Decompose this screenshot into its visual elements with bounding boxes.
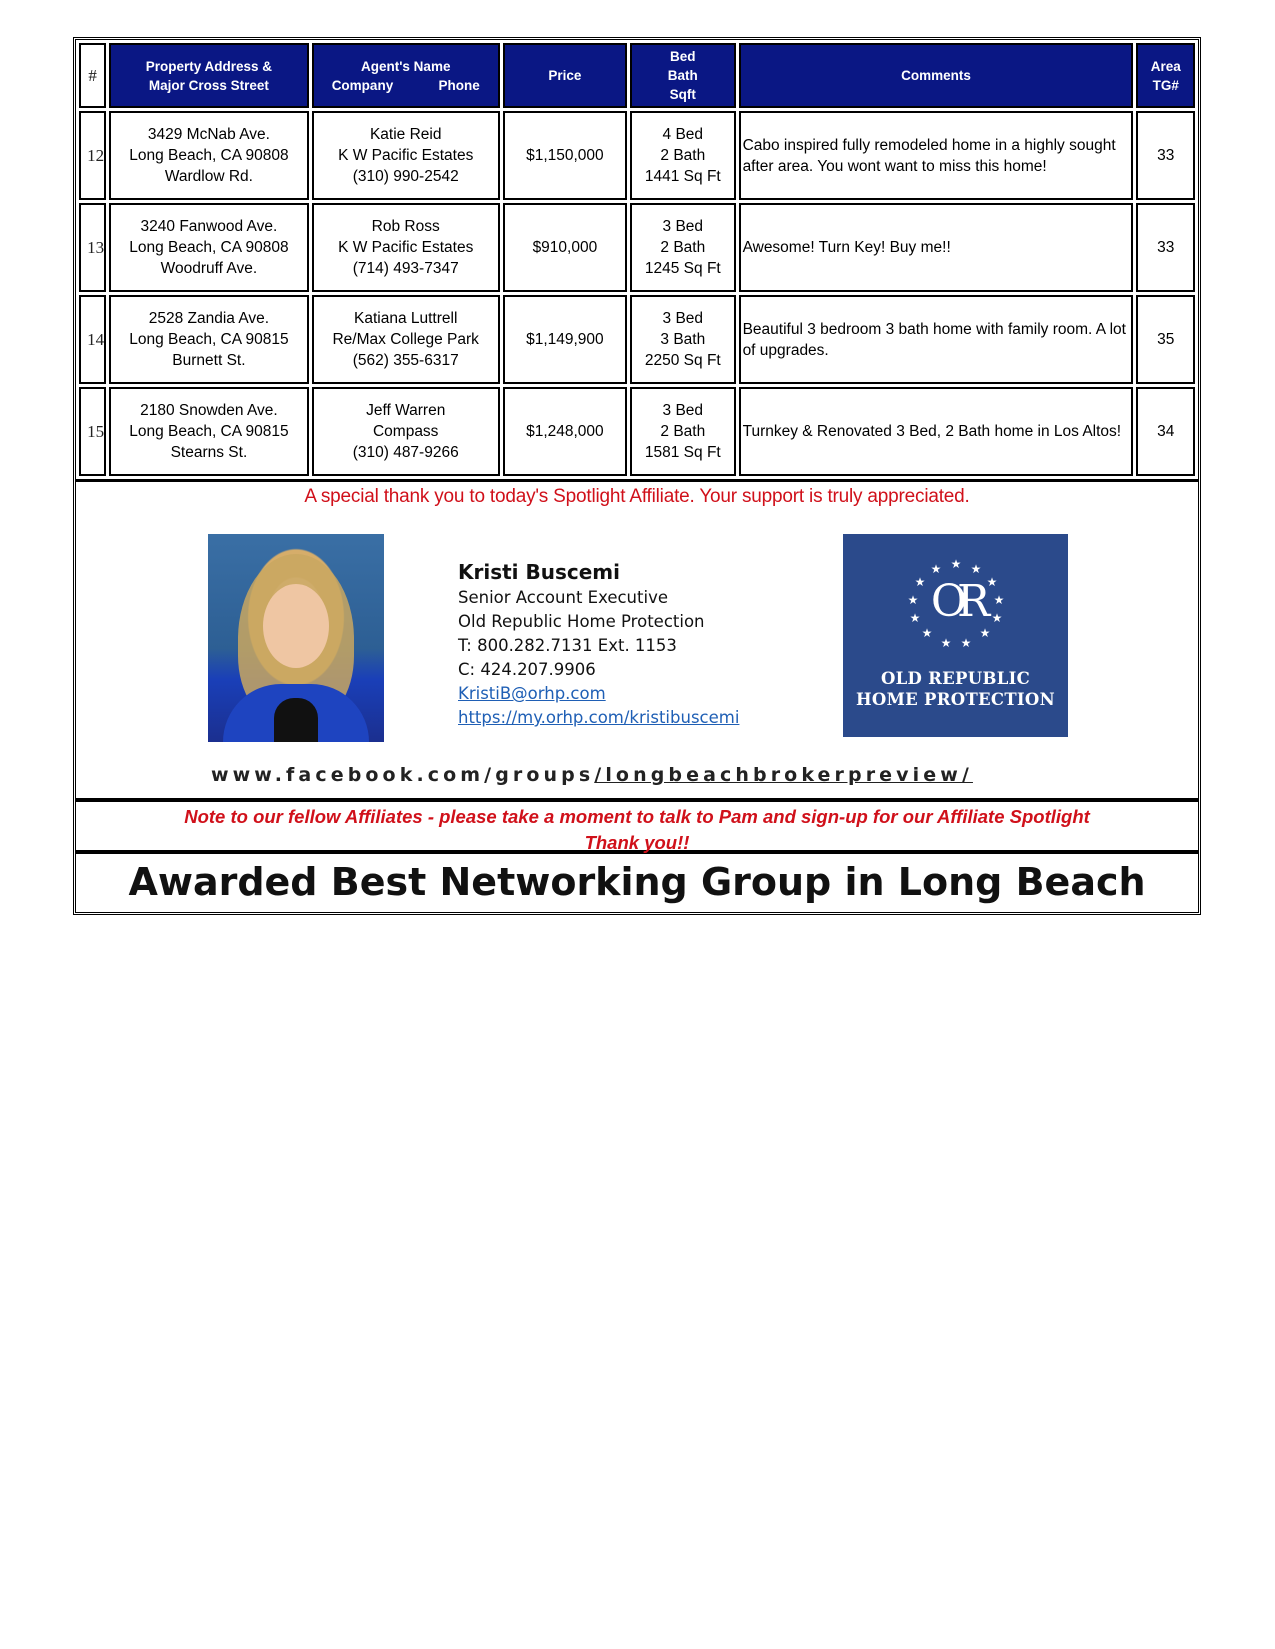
- agent-name: Jeff Warren: [366, 402, 446, 419]
- photo-face: [263, 584, 329, 668]
- city: Long Beach, CA 90808: [129, 239, 289, 256]
- listings-table: [76, 40, 1198, 479]
- cross-street: Woodruff Ave.: [160, 260, 258, 277]
- contact-email-link[interactable]: KristiB@orhp.com: [458, 684, 606, 703]
- header-sqft: Sqft: [669, 87, 696, 102]
- street: 3240 Fanwood Ave.: [140, 218, 278, 235]
- header-agent-phone: Phone: [438, 77, 480, 93]
- affiliate-contact: [458, 558, 739, 730]
- table-row: [79, 203, 1195, 292]
- header-area-line2: TG#: [1152, 77, 1179, 93]
- bed-bath-sqft: [630, 203, 736, 292]
- svg-text:★: ★: [993, 593, 1005, 607]
- header-comments: Comments: [739, 43, 1134, 108]
- award-banner: Awarded Best Networking Group in Long Beach: [76, 850, 1198, 912]
- price: $910,000: [503, 203, 627, 292]
- row-number: 14: [79, 295, 106, 384]
- agent-company: K W Pacific Estates: [338, 147, 474, 164]
- note-line2: Thank you!!: [584, 832, 690, 853]
- cross-street: Burnett St.: [172, 352, 246, 369]
- svg-text:★: ★: [914, 575, 926, 589]
- contact-title: Senior Account Executive: [458, 588, 668, 607]
- row-number: 15: [79, 387, 106, 476]
- cross-street: Wardlow Rd.: [164, 168, 253, 185]
- header-area: [1136, 43, 1195, 108]
- bed-bath-sqft: [630, 387, 736, 476]
- facebook-group-link[interactable]: /longbeachbrokerpreview/: [594, 764, 973, 786]
- agent-name: Rob Ross: [371, 218, 440, 235]
- header-agent: [312, 43, 500, 108]
- bed-bath-sqft: [630, 295, 736, 384]
- flyer-sheet: [73, 37, 1201, 915]
- table-row: [79, 295, 1195, 384]
- beds: 3 Bed: [662, 218, 704, 235]
- street: 2528 Zandia Ave.: [148, 310, 270, 327]
- city: Long Beach, CA 90815: [129, 423, 289, 440]
- agent-name: Katiana Luttrell: [354, 310, 458, 327]
- baths: 2 Bath: [660, 423, 706, 440]
- affiliate-photo: [208, 534, 384, 742]
- table-header-row: [79, 43, 1195, 108]
- contact-website-link[interactable]: https://my.orhp.com/kristibuscemi: [458, 708, 740, 727]
- baths: 2 Bath: [660, 239, 706, 256]
- price: $1,149,900: [503, 295, 627, 384]
- header-price: Price: [503, 43, 627, 108]
- contact-phone-t: T: 800.282.7131 Ext. 1153: [458, 636, 677, 655]
- comments: Awesome! Turn Key! Buy me!!: [739, 203, 1134, 292]
- beds: 3 Bed: [662, 310, 704, 327]
- row-number: 13: [79, 203, 106, 292]
- agent-company: Compass: [372, 423, 439, 440]
- sqft: 1245 Sq Ft: [644, 260, 721, 277]
- svg-text:★: ★: [921, 626, 933, 640]
- contact-company: Old Republic Home Protection: [458, 612, 705, 631]
- property-address: [109, 203, 309, 292]
- city: Long Beach, CA 90808: [129, 147, 289, 164]
- photo-top: [274, 698, 318, 742]
- logo-line1: OLD REPUBLIC: [880, 669, 1031, 688]
- agent-name: Katie Reid: [369, 126, 442, 143]
- agent-phone: (562) 355-6317: [352, 352, 459, 369]
- header-agent-name: Agent's Name: [360, 58, 451, 74]
- bed-bath-sqft: [630, 111, 736, 200]
- street: 2180 Snowden Ave.: [140, 402, 278, 419]
- svg-text:★: ★: [930, 562, 942, 576]
- facebook-prefix: www.facebook.com/groups: [211, 764, 595, 786]
- header-address-line1: Property Address &: [145, 58, 273, 74]
- svg-text:★: ★: [960, 636, 972, 650]
- row-number: 12: [79, 111, 106, 200]
- header-bed-bath-sqft: [630, 43, 736, 108]
- svg-text:★: ★: [986, 575, 998, 589]
- note-line1: Note to our fellow Affiliates - please take a moment to talk to Pam and sign-up for our Affiliate Spotlight: [184, 806, 1090, 827]
- agent-phone: (310) 487-9266: [352, 444, 459, 461]
- cross-street: Stearns St.: [170, 444, 248, 461]
- agent-company: Re/Max College Park: [332, 331, 479, 348]
- logo-line2: HOME PROTECTION: [856, 690, 1055, 709]
- logo-text: [843, 668, 1068, 710]
- city: Long Beach, CA 90815: [129, 331, 289, 348]
- baths: 3 Bath: [660, 331, 706, 348]
- contact-phone-c: C: 424.207.9906: [458, 660, 596, 679]
- logo-monogram: OR: [930, 576, 981, 627]
- area-tg: 33: [1136, 111, 1195, 200]
- sqft: 2250 Sq Ft: [644, 352, 721, 369]
- area-tg: 33: [1136, 203, 1195, 292]
- svg-text:★: ★: [979, 626, 991, 640]
- price: $1,248,000: [503, 387, 627, 476]
- svg-text:★: ★: [907, 593, 919, 607]
- affiliate-note: [76, 798, 1198, 853]
- header-bed: Bed: [670, 49, 696, 64]
- property-address: [109, 387, 309, 476]
- area-tg: 35: [1136, 295, 1195, 384]
- svg-text:★: ★: [909, 611, 921, 625]
- header-area-line1: Area: [1150, 58, 1181, 74]
- header-number: #: [79, 43, 106, 108]
- beds: 4 Bed: [662, 126, 704, 143]
- facebook-group: [211, 764, 973, 786]
- agent-info: [312, 387, 500, 476]
- agent-info: [312, 111, 500, 200]
- header-agent-company: Company: [331, 77, 394, 93]
- header-bath: Bath: [667, 68, 698, 83]
- sqft: 1441 Sq Ft: [644, 168, 721, 185]
- property-address: [109, 111, 309, 200]
- svg-text:★: ★: [940, 636, 952, 650]
- header-address: [109, 43, 309, 108]
- svg-text:★: ★: [970, 562, 982, 576]
- sqft: 1581 Sq Ft: [644, 444, 721, 461]
- comments: Cabo inspired fully remodeled home in a highly sought after area. You wont want to miss this home!: [739, 111, 1134, 200]
- agent-phone: (714) 493-7347: [352, 260, 459, 277]
- svg-text:★: ★: [950, 558, 962, 571]
- old-republic-logo: [843, 534, 1068, 737]
- area-tg: 34: [1136, 387, 1195, 476]
- svg-text:★: ★: [991, 611, 1003, 625]
- comments: Turnkey & Renovated 3 Bed, 2 Bath home in Los Altos!: [739, 387, 1134, 476]
- street: 3429 McNab Ave.: [147, 126, 270, 143]
- table-row: [79, 111, 1195, 200]
- comments: Beautiful 3 bedroom 3 bath home with family room. A lot of upgrades.: [739, 295, 1134, 384]
- beds: 3 Bed: [662, 402, 704, 419]
- contact-name: Kristi Buscemi: [458, 560, 621, 584]
- spotlight-affiliate-section: [76, 479, 1198, 798]
- agent-phone: (310) 990-2542: [352, 168, 459, 185]
- property-address: [109, 295, 309, 384]
- agent-info: [312, 203, 500, 292]
- baths: 2 Bath: [660, 147, 706, 164]
- spotlight-thanks: A special thank you to today's Spotlight Affiliate. Your support is truly appreciated.: [304, 486, 970, 507]
- price: $1,150,000: [503, 111, 627, 200]
- agent-info: [312, 295, 500, 384]
- table-row: [79, 387, 1195, 476]
- agent-company: K W Pacific Estates: [338, 239, 474, 256]
- header-address-line2: Major Cross Street: [148, 77, 269, 93]
